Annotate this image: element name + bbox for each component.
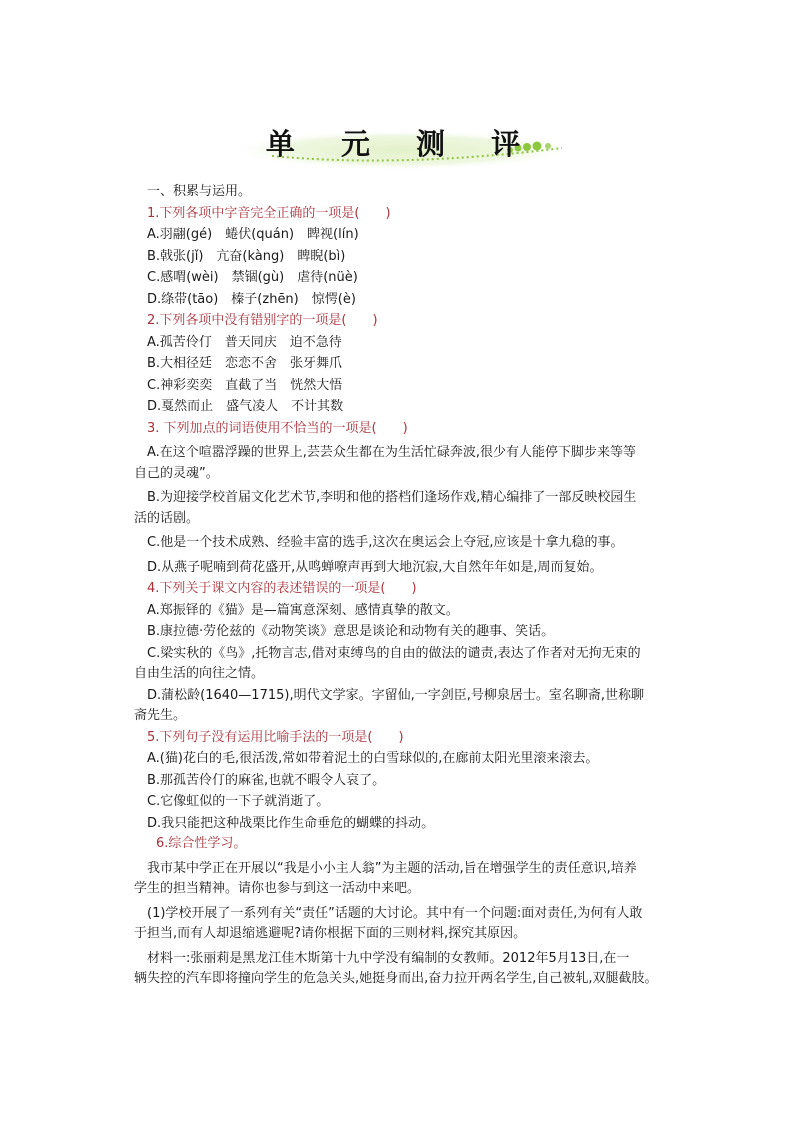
question-stem: 4.下列关于课文内容的表述错误的一项是( ) bbox=[147, 581, 417, 596]
paragraph-line: B.为迎接学校首届文化艺术节,李明和他的搭档们逢场作戏,精心编排了一部反映校园生 bbox=[147, 490, 637, 505]
answer-option: C.神彩奕奕 直截了当 恍然大悟 bbox=[147, 377, 343, 393]
document-body bbox=[134, 182, 677, 990]
paragraph-line: A.在这个喧嚣浮躁的世界上,芸芸众生都在为生活忙碌奔波,很少有人能停下脚步来等等 bbox=[147, 445, 637, 460]
title-banner bbox=[232, 112, 592, 182]
question-stem: 2.下列各项中没有错别字的一项是( ) bbox=[147, 313, 378, 328]
paragraph-line: 学生的担当精神。请你也参与到这一活动中来吧。 bbox=[134, 881, 421, 896]
paragraph-line: 斋先生。 bbox=[134, 708, 187, 723]
paragraph-line: D.从燕子呢喃到荷花盛开,从鸣蝉嘹声再到大地沉寂,大自然年年如是,周而复始。 bbox=[147, 559, 603, 575]
question-stem: 1.下列各项中字音完全正确的一项是( ) bbox=[147, 205, 391, 221]
answer-option: B.康拉德·劳伦兹的《动物笑谈》意思是谈论和动物有关的趣事、笑话。 bbox=[147, 624, 555, 639]
answer-option: A.(猫)花白的毛,很活泼,常如带着泥土的白雪球似的,在廊前太阳光里滚来滚去。 bbox=[147, 751, 599, 766]
paragraph-line: 于担当,而有人却退缩逃避呢?请你根据下面的三则材料,探究其原因。 bbox=[134, 926, 527, 941]
page-title: 单 元 测 评 bbox=[265, 127, 539, 161]
paragraph-line: 活的话剧。 bbox=[134, 510, 200, 526]
answer-option: D.戛然而止 盛气凌人 不计其数 bbox=[147, 399, 344, 414]
paragraph-line: 自由生活的向往之情。 bbox=[134, 666, 265, 681]
answer-option: D.绦带(tāo) 榛子(zhēn) 惊愕(è) bbox=[147, 291, 356, 307]
answer-option: A.郑振铎的《猫》是—篇寓意深刻、感情真挚的散文。 bbox=[147, 602, 459, 618]
paragraph-line: 自己的灵魂”。 bbox=[134, 465, 219, 481]
answer-option: C.它像虹似的一下子就消逝了。 bbox=[147, 794, 330, 809]
question-stem: 3. 下列加点的词语使用不恰当的一项是( ) bbox=[147, 420, 408, 436]
paragraph-line: 材料一:张丽莉是黑龙江佳木斯第十九中学没有编制的女教师。2012年5月13日,在一 bbox=[147, 950, 630, 966]
section-heading: 一、积累与运用。 bbox=[147, 184, 252, 199]
answer-option: B.那孤苦伶仃的麻雀,也就不暇令人哀了。 bbox=[147, 772, 386, 788]
answer-option: A.孤苦伶仃 普天同庆 迫不急待 bbox=[147, 334, 342, 350]
paragraph-line: 辆失控的汽车即将撞向学生的危急关头,她挺身而出,奋力拉开两名学生,自己被轧,双腿截肢。 bbox=[134, 971, 658, 986]
question-stem: 5.下列句子没有运用比喻手法的一项是( ) bbox=[147, 729, 404, 745]
paragraph-line: (1)学校开展了一系列有关“责任”话题的大讨论。其中有一个问题:面对责任,为何有人敢 bbox=[147, 905, 643, 921]
answer-option: C.感喟(wèi) 禁锢(gù) 虐待(nüè) bbox=[147, 270, 358, 285]
answer-option: A.羽翮(gé) 蜷伏(quán) 睥视(lín) bbox=[147, 227, 359, 242]
answer-option: B.戟张(jǐ) 亢奋(kàng) 睥睨(bì) bbox=[147, 248, 346, 264]
question-stem: 6.综合性学习。 bbox=[156, 836, 247, 851]
answer-option: D.蒲松龄(1640—1715),明代文学家。字留仙,一字剑臣,号柳泉居士。室名聊斋,世称聊 bbox=[147, 687, 644, 703]
paragraph-line: C.他是一个技术成熟、经验丰富的选手,这次在奥运会上夺冠,应该是十拿九稳的事。 bbox=[147, 535, 624, 550]
answer-option: C.梁实秋的《鸟》,托物言志,借对束缚鸟的自由的做法的谴责,表达了作者对无拘无束的 bbox=[147, 645, 641, 661]
answer-option: D.我只能把这种战栗比作生命垂危的蝴蝶的抖动。 bbox=[147, 815, 435, 831]
answer-option: B.大相径廷 恋恋不舍 张牙舞爪 bbox=[147, 356, 343, 371]
paragraph-line: 我市某中学正在开展以“我是小小主人翁”为主题的活动,旨在增强学生的责任意识,培养 bbox=[147, 860, 637, 876]
